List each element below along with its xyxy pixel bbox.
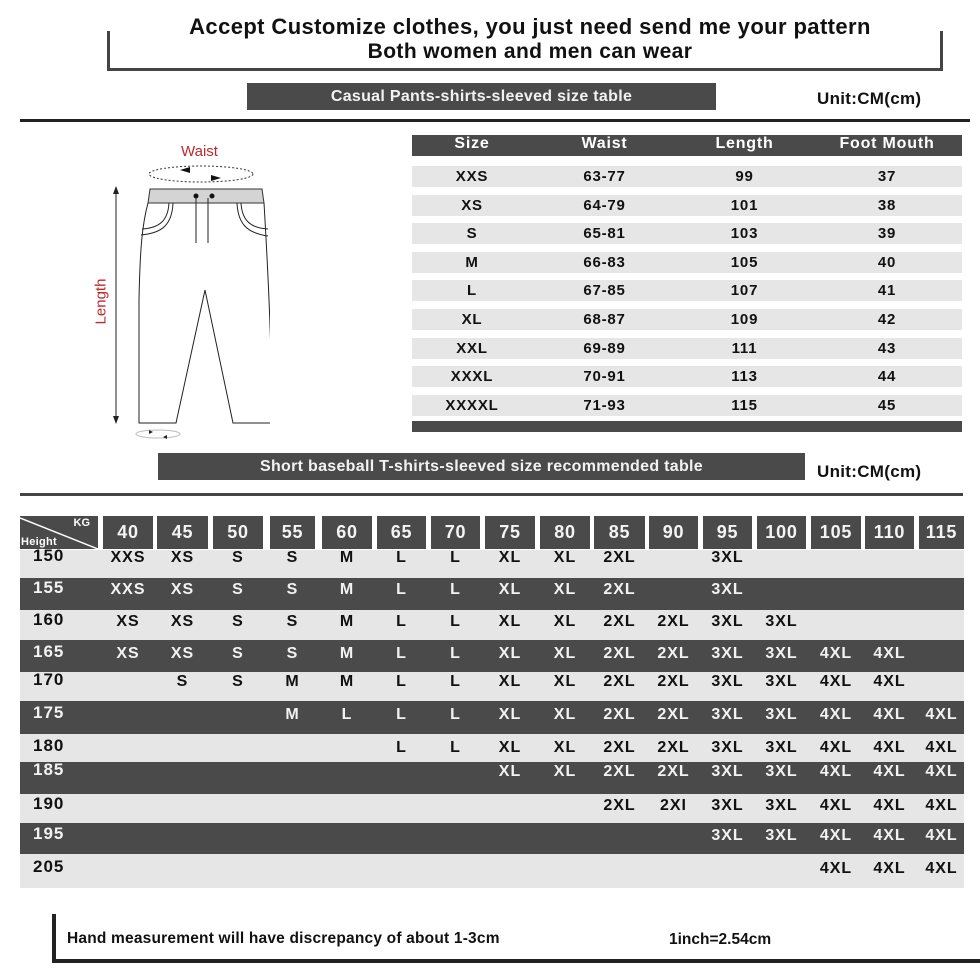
cell-waist: 64-79 — [583, 196, 626, 214]
size-cell: XL — [498, 549, 522, 566]
table-row — [20, 610, 964, 640]
cell-size: XL — [461, 310, 483, 328]
size-cell: XXS — [110, 581, 146, 598]
cell-size: XXS — [455, 168, 489, 185]
row-header-height: 165 — [33, 642, 65, 661]
size-cell: M — [285, 673, 300, 690]
size-cell: M — [339, 581, 355, 598]
cell-length: 103 — [730, 225, 759, 243]
cell-length: 113 — [731, 368, 758, 386]
size-cell: 2XI — [659, 797, 687, 814]
size-cell: M — [285, 706, 300, 723]
size-cell: 2XL — [603, 645, 636, 662]
size-cell: XL — [553, 645, 577, 662]
size-cell: XL — [498, 763, 522, 780]
size-cell: 4XL — [925, 827, 958, 844]
size-cell: 3XL — [711, 645, 744, 662]
size-cell: 2XL — [603, 673, 636, 690]
cell-waist: 71-93 — [583, 396, 626, 414]
weight-axis-label: KG — [73, 517, 90, 529]
size-cell: XL — [553, 739, 577, 756]
size-cell: 4XL — [819, 827, 853, 844]
pants-unit-label: Unit:CM(cm) — [817, 89, 922, 108]
size-cell: S — [286, 581, 299, 598]
table-row — [20, 546, 964, 579]
row-header-height: 190 — [33, 794, 65, 813]
size-cell: L — [396, 739, 407, 756]
cell-foot-mouth: 43 — [877, 339, 897, 357]
column-header-weight: 85 — [594, 516, 645, 549]
size-cell: L — [396, 645, 407, 662]
tshirt-table-header — [20, 516, 964, 549]
size-cell: S — [232, 673, 244, 690]
table-row — [20, 672, 964, 701]
size-cell: 2XL — [657, 739, 690, 756]
column-header-foot-mouth: Foot Mouth — [839, 135, 935, 152]
size-cell: L — [396, 549, 407, 566]
cell-waist: 68-87 — [583, 310, 626, 328]
row-header-height: 195 — [33, 824, 65, 843]
size-cell: 3XL — [711, 549, 744, 566]
size-cell: XL — [553, 549, 577, 566]
size-cell: L — [396, 673, 407, 690]
size-cell: 2XL — [657, 645, 690, 662]
column-header-weight: 40 — [103, 516, 153, 549]
cell-length: 101 — [730, 196, 759, 214]
size-cell: M — [339, 613, 355, 630]
cell-foot-mouth: 45 — [877, 396, 897, 414]
size-cell: 3XL — [711, 763, 744, 780]
table-row — [20, 640, 964, 672]
size-cell: L — [396, 581, 407, 598]
size-cell: 2XL — [603, 797, 636, 814]
size-cell: 4XL — [873, 645, 906, 662]
cell-length: 99 — [735, 168, 754, 185]
column-header-weight: 60 — [322, 516, 372, 549]
size-cell: 2XL — [603, 613, 636, 630]
size-cell: XL — [553, 706, 577, 723]
row-header-height: 205 — [33, 857, 65, 876]
cell-size: S — [466, 225, 478, 243]
size-cell: XS — [170, 581, 195, 598]
table-row — [412, 309, 962, 330]
size-cell: XL — [553, 613, 577, 630]
column-header-weight: 50 — [213, 516, 263, 549]
inch-conversion: 1inch=2.54cm — [669, 931, 772, 948]
size-cell: 3XL — [765, 827, 798, 844]
size-cell: L — [450, 673, 461, 690]
pants-table-footer-bar — [412, 421, 962, 432]
height-axis-label: Height — [21, 536, 58, 548]
size-cell: L — [450, 645, 461, 662]
divider — [20, 119, 970, 122]
size-cell: 4XL — [819, 645, 853, 662]
size-cell: S — [232, 613, 244, 630]
size-cell: L — [450, 706, 461, 723]
size-cell: XL — [498, 673, 522, 690]
row-header-height: 155 — [33, 578, 65, 597]
size-cell: 2XL — [603, 581, 636, 598]
size-cell: M — [339, 645, 355, 662]
column-header-size: Size — [454, 135, 490, 152]
pants-diagram-icon — [100, 140, 270, 445]
cell-foot-mouth: 44 — [877, 368, 897, 386]
size-cell: 2XL — [657, 673, 690, 690]
size-cell: 4XL — [873, 860, 906, 877]
cell-waist: 67-85 — [583, 282, 626, 300]
size-cell: 2XL — [603, 739, 636, 756]
size-cell: S — [286, 549, 299, 566]
column-header-waist: Waist — [581, 135, 628, 152]
size-cell: 4XL — [925, 763, 958, 780]
size-cell: L — [450, 739, 461, 756]
table-row — [20, 701, 964, 734]
cell-length: 111 — [731, 339, 758, 357]
size-cell: XL — [498, 706, 522, 723]
table-row — [20, 734, 964, 762]
cell-waist: 66-83 — [583, 253, 626, 271]
size-cell: 2XL — [603, 549, 636, 566]
table-row — [20, 762, 964, 794]
size-cell: 3XL — [765, 673, 798, 690]
size-cell: XL — [553, 673, 577, 690]
size-cell: L — [396, 706, 407, 723]
size-cell: 3XL — [765, 739, 798, 756]
cell-foot-mouth: 42 — [877, 310, 897, 328]
size-cell: 3XL — [711, 827, 744, 844]
size-cell: S — [232, 645, 244, 662]
cell-size: XXXXL — [445, 396, 499, 414]
table-row — [20, 578, 964, 610]
pants-table-title: Casual Pants-shirts-sleeved size table — [247, 83, 716, 110]
row-header-height: 170 — [33, 670, 65, 689]
row-header-height: 150 — [33, 546, 65, 565]
size-cell: 4XL — [819, 797, 853, 814]
column-header-weight: 45 — [157, 516, 208, 549]
size-cell: XS — [170, 645, 195, 662]
size-cell: S — [286, 645, 299, 662]
column-header-weight: 105 — [811, 516, 861, 549]
size-cell: 3XL — [711, 673, 744, 690]
cell-size: L — [467, 282, 477, 300]
cell-size: XS — [461, 196, 483, 214]
size-cell: L — [450, 581, 461, 598]
size-cell: 4XL — [819, 763, 853, 780]
pants-size-table — [412, 135, 962, 416]
cell-waist: 70-91 — [583, 368, 626, 386]
header-line-1: Accept Customize clothes, you just need send me your pattern — [189, 14, 871, 39]
size-cell: 3XL — [765, 706, 798, 723]
size-cell: 4XL — [925, 797, 958, 814]
cell-size: M — [465, 253, 479, 271]
table-row — [412, 223, 962, 244]
size-cell: 3XL — [765, 645, 798, 662]
size-cell: 4XL — [925, 706, 958, 723]
row-header-height: 160 — [33, 610, 65, 629]
size-cell: 2XL — [657, 613, 690, 630]
size-cell: 3XL — [711, 739, 744, 756]
cell-length: 115 — [731, 396, 758, 414]
size-cell: M — [339, 673, 355, 690]
measurement-note: Hand measurement will have discrepancy of about 1-3cm — [67, 930, 500, 947]
waist-label: Waist — [181, 143, 218, 160]
table-row — [412, 280, 962, 301]
size-cell: 4XL — [925, 860, 958, 877]
row-header-height: 180 — [33, 736, 65, 755]
cell-foot-mouth: 37 — [877, 168, 897, 185]
column-header-weight: 80 — [540, 516, 590, 549]
size-cell: XS — [116, 645, 140, 662]
cell-foot-mouth: 40 — [877, 253, 897, 271]
table-row — [412, 252, 962, 273]
table-row — [20, 854, 964, 888]
size-cell: 4XL — [925, 739, 958, 756]
cell-waist: 65-81 — [583, 225, 626, 243]
cell-waist: 69-89 — [583, 339, 626, 357]
table-row — [20, 823, 964, 854]
size-cell: 3XL — [711, 581, 744, 598]
tshirt-size-table — [20, 516, 964, 877]
size-cell: XL — [553, 763, 577, 780]
size-cell: 4XL — [873, 673, 906, 690]
size-cell: L — [341, 706, 353, 723]
row-header-height: 175 — [33, 703, 65, 722]
size-cell: XL — [498, 645, 522, 662]
size-cell: XL — [498, 581, 522, 598]
column-header-weight: 75 — [485, 516, 535, 549]
size-cell: 3XL — [711, 613, 744, 630]
column-header-weight: 95 — [703, 516, 752, 549]
size-cell: 2XL — [603, 706, 636, 723]
cell-foot-mouth: 39 — [877, 225, 897, 243]
size-cell: 2XL — [657, 763, 690, 780]
divider — [20, 493, 963, 496]
size-cell: XL — [498, 613, 522, 630]
size-cell: 4XL — [873, 827, 906, 844]
cell-foot-mouth: 38 — [877, 196, 897, 214]
cell-length: 105 — [730, 253, 759, 271]
size-cell: XL — [498, 739, 522, 756]
column-header-weight: 110 — [865, 516, 914, 549]
size-cell: 3XL — [765, 763, 798, 780]
size-cell: 2XL — [603, 763, 636, 780]
size-cell: L — [450, 549, 461, 566]
column-header-weight: 55 — [270, 516, 315, 549]
column-header-weight: 90 — [649, 516, 698, 549]
size-cell: L — [396, 613, 407, 630]
size-cell: XS — [170, 549, 195, 566]
table-row — [412, 195, 962, 216]
size-cell: 4XL — [873, 706, 906, 723]
size-cell: XS — [116, 613, 140, 630]
table-row — [412, 338, 962, 359]
corner-cell — [20, 516, 98, 549]
size-cell: XXS — [110, 549, 146, 566]
size-cell: L — [450, 613, 461, 630]
pants-table-header — [412, 135, 962, 156]
cell-size: XXXL — [450, 368, 494, 386]
column-header-weight: 115 — [919, 516, 964, 549]
size-cell: S — [232, 581, 244, 598]
size-cell: 4XL — [873, 739, 906, 756]
cell-foot-mouth: 41 — [877, 282, 897, 300]
column-header-length: Length — [715, 135, 774, 152]
size-cell: S — [286, 613, 299, 630]
header-line-2: Both women and men can wear — [367, 40, 693, 63]
size-cell: 4XL — [819, 673, 853, 690]
column-header-weight: 100 — [757, 516, 806, 549]
length-label: Length — [92, 278, 110, 325]
size-cell: 2XL — [657, 706, 690, 723]
table-row — [412, 166, 962, 187]
cell-waist: 63-77 — [583, 168, 626, 185]
size-cell: 3XL — [711, 797, 744, 814]
column-header-weight: 70 — [431, 516, 480, 549]
size-cell: S — [232, 549, 244, 566]
size-cell: XL — [553, 581, 577, 598]
column-header-weight: 65 — [377, 516, 426, 549]
table-row — [20, 794, 964, 823]
size-cell: XS — [170, 613, 195, 630]
size-cell: 4XL — [873, 797, 906, 814]
row-header-height: 185 — [33, 760, 65, 779]
size-cell: 3XL — [765, 797, 798, 814]
size-cell: 3XL — [711, 706, 744, 723]
size-cell: M — [339, 549, 355, 566]
cell-length: 109 — [730, 310, 759, 328]
tshirt-unit-label: Unit:CM(cm) — [817, 462, 922, 481]
cell-length: 107 — [730, 282, 759, 300]
size-cell: S — [176, 673, 189, 690]
tshirt-table-title: Short baseball T-shirts-sleeved size recommended table — [158, 453, 805, 480]
size-cell: 4XL — [873, 763, 906, 780]
cell-size: XXL — [456, 339, 488, 357]
table-row — [412, 366, 962, 387]
size-cell: 4XL — [819, 706, 853, 723]
size-cell: 3XL — [765, 613, 798, 630]
table-row — [412, 395, 962, 416]
size-cell: 4XL — [819, 739, 853, 756]
size-cell: 4XL — [819, 860, 853, 877]
